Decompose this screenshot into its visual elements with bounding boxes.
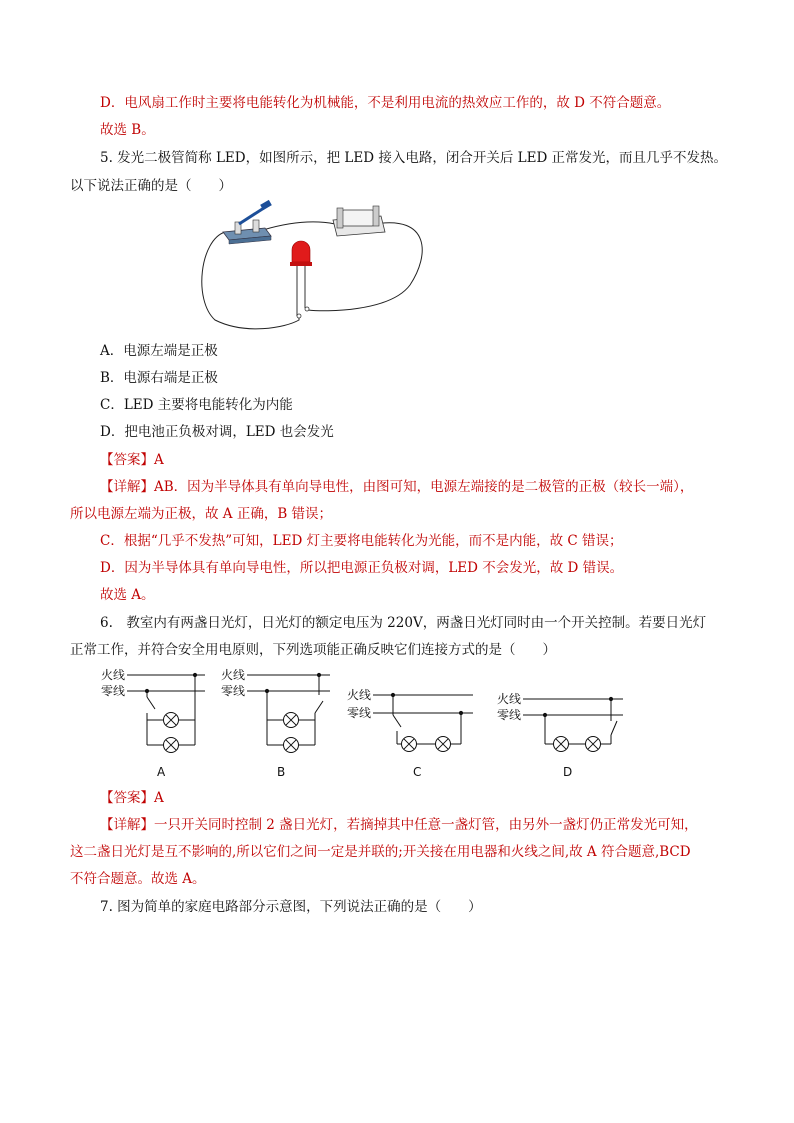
q5-explain-1 xyxy=(100,477,693,497)
diagram-b xyxy=(221,667,330,779)
answer-value: A xyxy=(154,790,164,806)
q5-stem-2: 以下说法正确的是（ ） xyxy=(70,178,232,194)
q4-option-d: D．电风扇工作时主要将电能转化为机械能，不是利用电流的热效应工作的，故 D 不符合题意。 xyxy=(100,95,671,111)
q5-explain-4: D．因为半导体具有单向导电性，所以把电源正负极对调，LED 不会发光，故 D 错误。 xyxy=(100,560,624,576)
answer-value: A xyxy=(154,452,164,468)
q6-answer xyxy=(100,788,164,808)
q5-choose: 故选 A。 xyxy=(100,587,155,603)
q5-option-b: B．电源右端是正极 xyxy=(100,370,218,386)
explain-tag: 【详解】 xyxy=(100,479,154,495)
neutral-label: 零线 xyxy=(347,706,372,720)
diagram-d xyxy=(497,691,623,779)
battery-holder-icon xyxy=(333,206,385,236)
live-label: 火线 xyxy=(497,692,522,706)
knife-switch-icon xyxy=(223,200,272,244)
diagram-label-b: B xyxy=(277,765,286,779)
q5-option-a: A．电源左端是正极 xyxy=(100,343,218,359)
live-label: 火线 xyxy=(101,668,126,682)
q5-answer xyxy=(100,450,164,470)
explain-text: AB．因为半导体具有单向导电性，由图可知，电源左端接的是二极管的正极（较长一端）， xyxy=(154,479,694,495)
q5-option-c: C．LED 主要将电能转化为内能 xyxy=(100,397,293,413)
q6-explain-1 xyxy=(100,815,698,835)
q6-circuit-diagrams xyxy=(95,665,655,785)
neutral-label: 零线 xyxy=(497,708,522,722)
q6-stem-1: 6. 教室内有两盏日光灯，日光灯的额定电压为 220V，两盏日光灯同时由一个开关控制。若要日光灯 xyxy=(100,615,707,631)
led-circuit-figure xyxy=(195,200,435,330)
q6-explain-2: 这二盏日光灯是互不影响的,所以它们之间一定是并联的;开关接在用电器和火线之间,故 A 符合题意,BCD xyxy=(70,844,691,860)
q5-explain-2: 所以电源左端为正极，故 A 正确，B 错误； xyxy=(70,506,333,522)
diagram-label-c: C xyxy=(413,765,422,779)
q5-explain-3: C．根据“几乎不发热”可知，LED 灯主要将电能转化为光能，而不是内能，故 C 错误； xyxy=(100,533,623,549)
live-label: 火线 xyxy=(347,688,372,702)
wire-middle xyxy=(263,222,335,230)
wire-right xyxy=(308,223,422,311)
explain-text: 一只开关同时控制 2 盏日光灯，若摘掉其中任意一盏灯管，由另外一盏灯仍正常发光可知， xyxy=(154,817,698,833)
q6-stem-2: 正常工作，并符合安全用电原则，下列选项能正确反映它们连接方式的是（ ） xyxy=(70,642,556,658)
q6-explain-3: 不符合题意。故选 A。 xyxy=(70,871,206,887)
neutral-label: 零线 xyxy=(101,684,126,698)
diagram-label-d: D xyxy=(563,765,573,779)
diagram-label-a: A xyxy=(157,765,166,779)
q4-choose: 故选 B。 xyxy=(100,122,155,138)
diagram-c xyxy=(347,687,473,779)
answer-tag: 【答案】 xyxy=(100,790,154,806)
q5-stem-1: 5. 发光二极管简称 LED，如图所示，把 LED 接入电路，闭合开关后 LED 正常发光，而且几乎不发热。 xyxy=(100,150,728,166)
wire-left xyxy=(202,232,299,329)
live-label: 火线 xyxy=(221,668,246,682)
explain-tag: 【详解】 xyxy=(100,817,154,833)
diagram-a xyxy=(101,667,205,779)
answer-tag: 【答案】 xyxy=(100,452,154,468)
q7-stem: 7. 图为简单的家庭电路部分示意图，下列说法正确的是（ ） xyxy=(100,899,482,915)
led-icon xyxy=(290,241,312,318)
neutral-label: 零线 xyxy=(221,684,246,698)
q5-option-d: D．把电池正负极对调，LED 也会发光 xyxy=(100,424,334,440)
